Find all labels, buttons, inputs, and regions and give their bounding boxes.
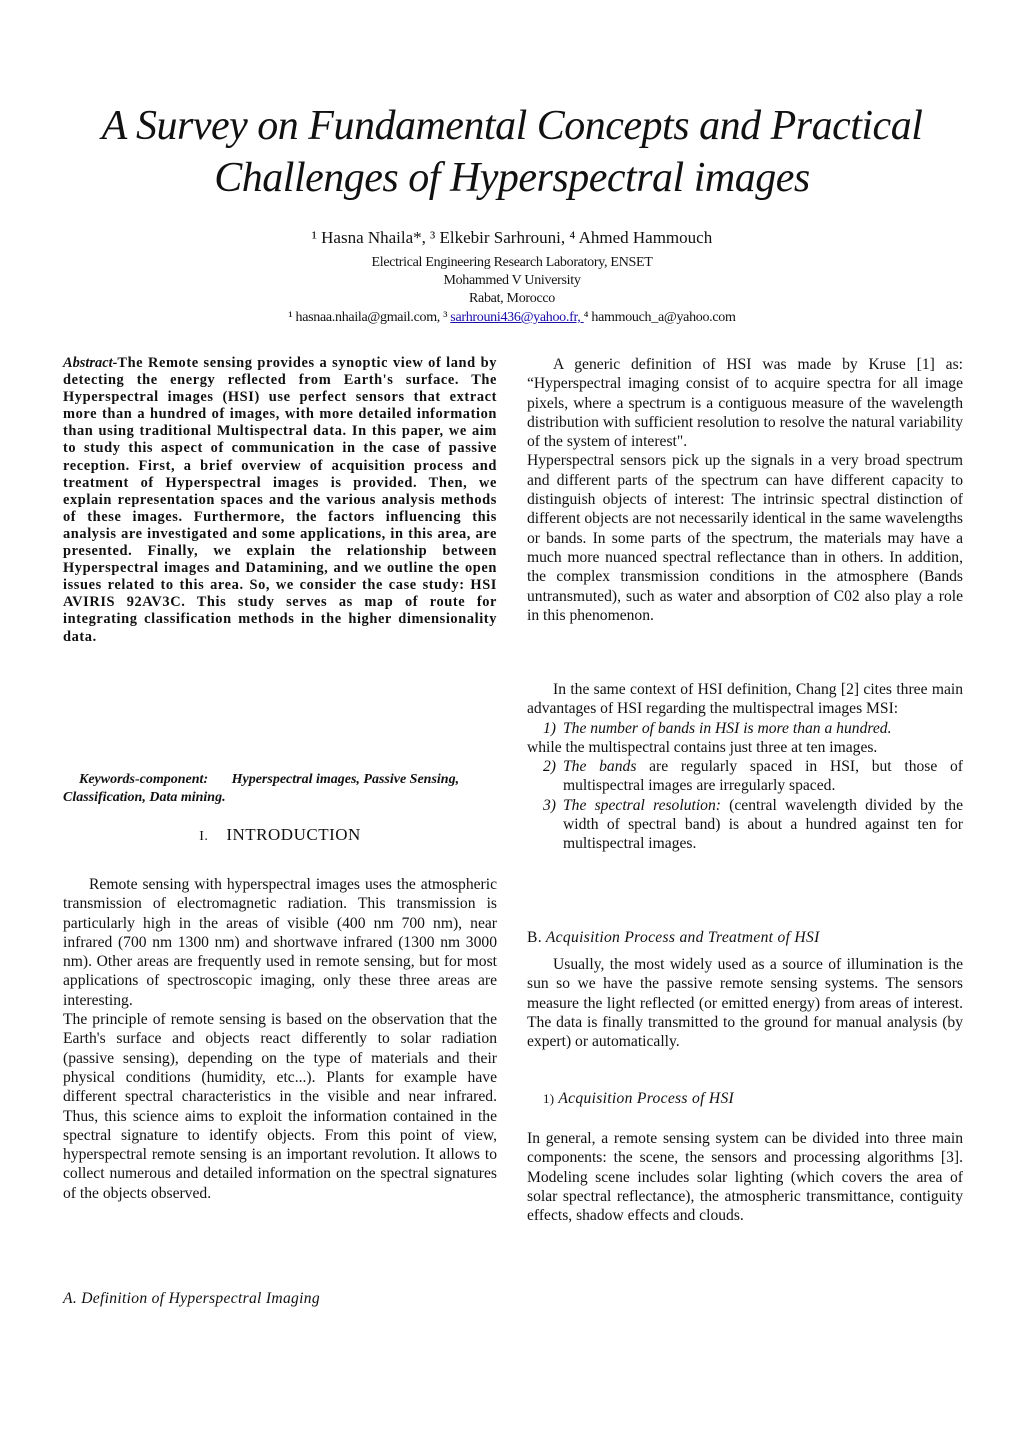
keywords <box>63 771 497 807</box>
item-3-italic: The spectral resolution: <box>563 796 721 814</box>
keywords-text: Hyperspectral images, Passive Sensing, Classification, Data mining. <box>63 772 460 805</box>
email-link[interactable]: sarhrouni436@yahoo.fr, <box>450 310 584 325</box>
item-1-number: 1) <box>543 719 556 737</box>
abstract-label: Abstract- <box>63 355 118 371</box>
item-2-text: are regularly spaced in HSI, but those of multispectral images are irregularly spaced. <box>563 758 964 795</box>
item-3-text: (central wavelength divided by the width of spectral band) is about a hundred against ten for multispectral images. <box>563 796 963 853</box>
intro-paragraph-2: The principle of remote sensing is based on the observation that the Earth's surface and objects react differently to solar radiation (passive sensing), depending on the type of materials and their physical conditions (humidity, etc...). Plants for example have different spectral characteristics in the visible and near infrared. Thus, this science aims to exploit the information contained in the spectral signature to identify objects. From this point of view, hyperspectral remote sensing is an important revolution. It allows to collect numerous and detailed information on the spectral signatures of the objects observed. <box>63 1011 497 1202</box>
chang-paragraph: In the same context of HSI definition, Chang [2] cites three main advantages of HSI regarding the multispectral images MSI: <box>527 681 963 718</box>
subsection-a-heading: A. Definition of Hyperspectral Imaging <box>63 1290 320 1307</box>
author-emails <box>0 308 1024 327</box>
title-line-1: A Survey on Fundamental Concepts and Practical <box>101 103 923 149</box>
subsubsection-number: 1) <box>543 1091 555 1106</box>
definition-body <box>527 355 963 625</box>
general-paragraph: In general, a remote sensing system can be divided into three main components: the scene, the sensors and processing algorithms [3]. Modeling scene includes solar lighting (which covers the area of solar spectral reflectance), the atmospheric transmittance, contiguity effects, shadow effects and clouds. <box>527 1130 963 1225</box>
section-number: I. <box>199 829 209 844</box>
keywords-label: Keywords-component: <box>79 772 209 787</box>
introduction-body <box>63 875 497 1203</box>
email-first: ¹ hasnaa.nhaila@gmail.com, ³ <box>288 310 451 325</box>
intro-paragraph-1: Remote sensing with hyperspectral images uses the atmospheric transmission of electromagnetic radiation. This transmission is particularly high in the areas of visible (400 nm 700 nm), near infrared (700 nm 1300 nm) and shortwave infrared (1300 nm 3000 nm). Other areas are frequently used in remote sensing, but for most applications of spectroscopic imaging, only these three areas are interesting. <box>63 876 497 1009</box>
paper-title <box>40 100 984 204</box>
section-heading-introduction <box>63 824 497 848</box>
advantage-item-1-continuation: while the multispectral contains just three at ten images. <box>527 738 878 756</box>
general-body <box>527 1129 963 1225</box>
advantage-item-1 <box>527 719 963 738</box>
subsection-b-title: Acquisition Process and Treatment of HSI <box>541 929 820 946</box>
affiliation-lab: Electrical Engineering Research Laboratory, ENSET <box>371 255 653 270</box>
authors: ¹ Hasna Nhaila*, ³ Elkebir Sarhrouni, ⁴ Ahmed Hammouch <box>311 228 713 247</box>
subsubsection-heading <box>527 1089 963 1109</box>
abstract-text: The Remote sensing provides a synoptic view of land by detecting the energy reflected from Earth's surface. The Hyperspectral images (HSI) use perfect sensors that extract more than a hundred of images, with more detailed information than using traditional Multispectral data. In this paper, we aim to study this aspect of communication in the case of passive reception. First, a brief overview of acquisition process and treatment of Hyperspectral images is provided. Then, we explain representation spaces and the various analysis methods of these images. Furthermore, the factors influencing this analysis are investigated and some applications, in this area, are presented. Finally, we explain the relationship between Hyperspectral images and Datamining, and we outline the open issues related to this area. So, we consider the case study: HSI AVIRIS 92AV3C. This study serves as map of route for integrating classification methods in the higher dimensionality data. <box>63 355 497 645</box>
subsection-b-heading <box>527 928 963 948</box>
acquisition-paragraph: Usually, the most widely used as a source of illumination is the sun so we have the passive remote sensing systems. The sensors measure the light reflected (or emitted energy) from areas of interest. The data is finally transmitted to the ground for manual analysis (by expert) or automatically. <box>527 956 963 1051</box>
affiliation-university: Mohammed V University <box>443 273 581 288</box>
advantage-item-2 <box>527 757 963 796</box>
item-2-italic: The bands <box>563 758 637 776</box>
acquisition-body <box>527 955 963 1051</box>
item-3-number: 3) <box>543 796 556 814</box>
definition-paragraph-2: Hyperspectral sensors pick up the signals in a very broad spectrum and different parts of the spectrum can have different capacity to distinguish objects of interest: The intrinsic spectral distinction of different objects are not necessarily identical in the same wavelengths or bands. In some parts of the spectrum, the materials may have a much more nuanced spectral reflectance than in others. In addition, the complex transmission conditions in the atmosphere (Bands untransmuted), such as water and absorption of C02 also play a role in this phenomenon. <box>527 452 963 624</box>
email-last: ⁴ hammouch_a@yahoo.com <box>583 310 736 325</box>
subsubsection-title: Acquisition Process of HSI <box>554 1090 735 1107</box>
item-2-number: 2) <box>543 758 556 776</box>
advantage-item-3 <box>527 796 963 854</box>
subsection-b-letter: B. <box>527 929 542 946</box>
title-line-2: Challenges of Hyperspectral images <box>214 155 810 201</box>
definition-paragraph-1: A generic definition of HSI was made by Kruse [1] as: “Hyperspectral imaging consist of to acquire spectra for all image pixels, where a spectrum is a contiguous measure of the wavelength distribution with sufficient resolution to resolve the natural variability of the system of interest". <box>527 356 963 451</box>
section-title: INTRODUCTION <box>226 825 361 844</box>
item-1-text: The number of bands in HSI is more than a hundred. <box>563 719 892 737</box>
abstract <box>63 355 497 646</box>
affiliation-city: Rabat, Morocco <box>469 291 555 306</box>
advantages-body <box>527 680 963 854</box>
